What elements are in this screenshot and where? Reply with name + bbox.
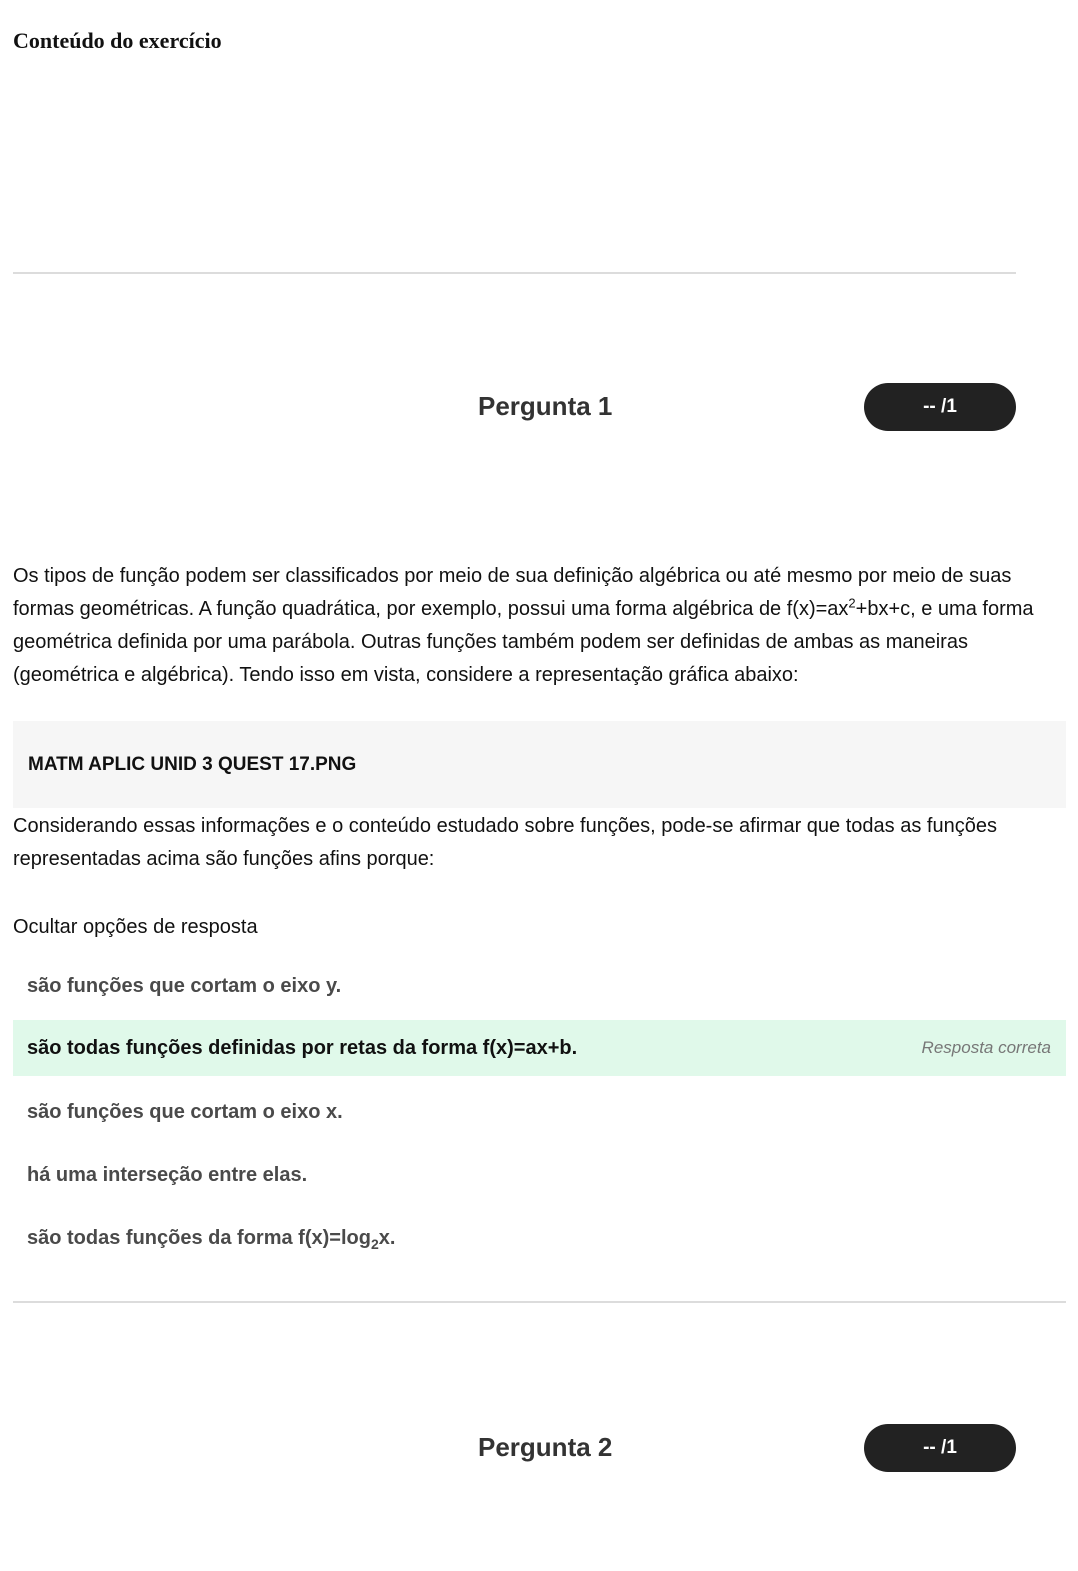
hide-answer-options-toggle[interactable]: Ocultar opções de resposta xyxy=(13,916,258,938)
question-1-title: Pergunta 1 xyxy=(478,391,613,421)
question-2-title: Pergunta 2 xyxy=(478,1432,613,1462)
image-filename: MATM APLIC UNID 3 QUEST 17.PNG xyxy=(28,753,357,775)
answer-option-4[interactable] xyxy=(13,1147,1066,1203)
answer-option-label-prefix: são todas funções da forma f(x)=log xyxy=(27,1226,371,1249)
answer-option-3[interactable] xyxy=(13,1084,1066,1140)
question-1-prompt: Considerando essas informações e o conteúdo estudado sobre funções, pode-se afirmar que todas as funções representadas acima são funções afins porque: xyxy=(13,815,997,870)
answer-option-2-correct[interactable] xyxy=(13,1020,1066,1076)
question-1-score-badge: -- /1 xyxy=(864,383,1016,431)
answer-option-label xyxy=(27,1227,395,1250)
correct-answer-tag: Resposta correta xyxy=(921,1038,1051,1057)
answer-option-label: são funções que cortam o eixo y. xyxy=(27,974,342,997)
answer-option-5[interactable] xyxy=(13,1210,1066,1266)
page-title: Conteúdo do exercício xyxy=(13,28,222,53)
log-base: 2 xyxy=(370,1235,379,1252)
question-1-statement-part2: +bx+c, e uma forma geométrica definida por uma parábola. Outras funções também podem ser definidas de ambas as maneiras (geométrica e algébrica). Tendo isso em vista, considere a representação gráfica abaixo: xyxy=(13,598,1034,686)
exponent: 2 xyxy=(848,595,856,611)
answer-option-1[interactable] xyxy=(13,958,1066,1014)
question-1-statement-part1: Os tipos de função podem ser classificados por meio de sua definição algébrica ou até mesmo por meio de suas formas geométricas. A função quadrática, por exemplo, possui uma forma algébrica de f(x)=ax xyxy=(13,565,1012,620)
answer-option-label: há uma interseção entre elas. xyxy=(27,1163,308,1186)
question-2-score-badge: -- /1 xyxy=(864,1424,1016,1472)
answer-option-label: são todas funções definidas por retas da forma f(x)=ax+b. xyxy=(27,1036,578,1059)
question-1-statement xyxy=(13,560,1069,692)
answer-option-label: são funções que cortam o eixo x. xyxy=(27,1100,343,1123)
answer-option-label-suffix: x. xyxy=(378,1226,396,1249)
section-divider xyxy=(13,272,1016,274)
question-image-placeholder xyxy=(13,721,1066,808)
section-divider xyxy=(13,1301,1066,1303)
